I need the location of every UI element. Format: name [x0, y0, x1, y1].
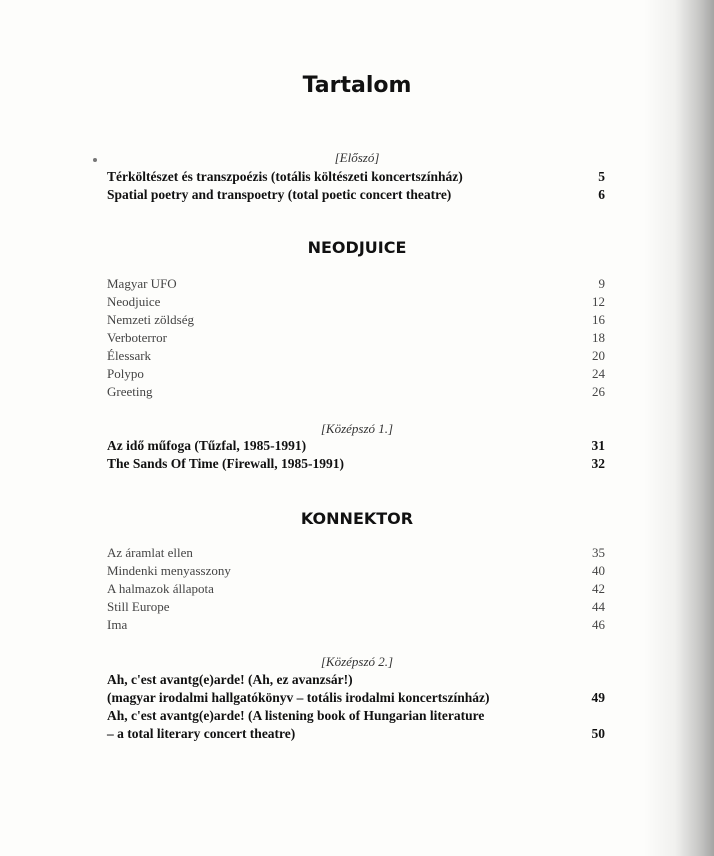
toc-entry-page: 40 [592, 563, 605, 578]
toc-entry[interactable] [107, 456, 605, 474]
toc-entry[interactable] [107, 563, 605, 581]
toc-entry-title: Still Europe [107, 599, 170, 614]
toc-entry-page: 12 [592, 294, 605, 309]
section-heading-neodjuice: NEODJUICE [307, 238, 407, 257]
toc-entry[interactable] [107, 276, 605, 294]
toc-entry[interactable] [107, 545, 605, 563]
toc-entry-title: – a total literary concert theatre) [107, 726, 296, 741]
toc-entry[interactable] [107, 690, 605, 708]
toc-entry-title: (magyar irodalmi hallgatókönyv – totális irodalmi koncertszínház) [107, 690, 490, 705]
toc-entry[interactable] [107, 348, 605, 366]
toc-entry-title: Verboterror [107, 330, 167, 345]
toc-entry-title: Ah, c'est avantg(e)arde! (A listening book of Hungarian literature [107, 708, 485, 723]
toc-entry-title: Magyar UFO [107, 276, 177, 291]
interlude2-label: [Középszó 2.] [320, 654, 394, 669]
toc-entry-page: 32 [591, 456, 605, 471]
toc-entry[interactable] [107, 312, 605, 330]
page-title: Tartalom [302, 73, 412, 98]
toc-entry-title: Nemzeti zöldség [107, 312, 194, 327]
toc-entry-page: 6 [598, 187, 605, 202]
foreword-label: [Előszó] [334, 150, 380, 165]
toc-entry-title: Az áramlat ellen [107, 545, 193, 560]
section-heading-konnektor: KONNEKTOR [300, 509, 414, 528]
toc-entry-title: Spatial poetry and transpoetry (total poetic concert theatre) [107, 187, 452, 202]
toc-entry[interactable] [107, 581, 605, 599]
toc-entry[interactable] [107, 330, 605, 348]
toc-entry-page: 31 [591, 438, 605, 453]
toc-entry-page: 50 [591, 726, 605, 741]
toc-entry-page: 44 [592, 599, 605, 614]
toc-entry[interactable] [107, 726, 605, 744]
toc-entry-title: A halmazok állapota [107, 581, 214, 596]
toc-entry-page: 9 [598, 276, 605, 291]
toc-entry-page: 20 [592, 348, 605, 363]
toc-entry-page: 46 [592, 617, 605, 632]
toc-entry[interactable] [107, 438, 605, 456]
toc-entry[interactable] [107, 169, 605, 187]
toc-entry-title: Neodjuice [107, 294, 161, 309]
toc-entry-title: Ah, c'est avantg(e)arde! (Ah, ez avanzsár!) [107, 672, 353, 687]
toc-entry-title: Ima [107, 617, 128, 632]
toc-entry-page: 18 [592, 330, 605, 345]
toc-entry-title: Mindenki menyasszony [107, 563, 231, 578]
toc-entry[interactable] [107, 294, 605, 312]
toc-entry-page: 5 [598, 169, 605, 184]
toc-entry-title: Az idő műfoga (Tűzfal, 1985-1991) [107, 438, 307, 453]
toc-entry-title: Greeting [107, 384, 153, 399]
toc-entry-title: The Sands Of Time (Firewall, 1985-1991) [107, 456, 345, 471]
interlude1-label: [Középszó 1.] [320, 421, 394, 436]
toc-entry-page: 16 [592, 312, 605, 327]
toc-entry-page: 24 [592, 366, 605, 381]
toc-entry[interactable] [107, 599, 605, 617]
toc-entry-page: 26 [592, 384, 605, 399]
toc-entry-title: Térköltészet és transzpoézis (totális költészeti koncertszínház) [107, 169, 463, 184]
toc-entry[interactable] [107, 708, 605, 726]
toc-entry[interactable] [107, 617, 605, 635]
toc-entry[interactable] [107, 366, 605, 384]
toc-entry-page: 49 [591, 690, 605, 705]
toc-entry[interactable] [107, 672, 605, 690]
toc-entry[interactable] [107, 384, 605, 402]
toc-entry-page: 35 [592, 545, 605, 560]
toc-entry[interactable] [107, 187, 605, 205]
toc-entry-title: Polypo [107, 366, 144, 381]
toc-entry-page: 42 [592, 581, 605, 596]
toc-entry-title: Élessark [107, 348, 152, 363]
